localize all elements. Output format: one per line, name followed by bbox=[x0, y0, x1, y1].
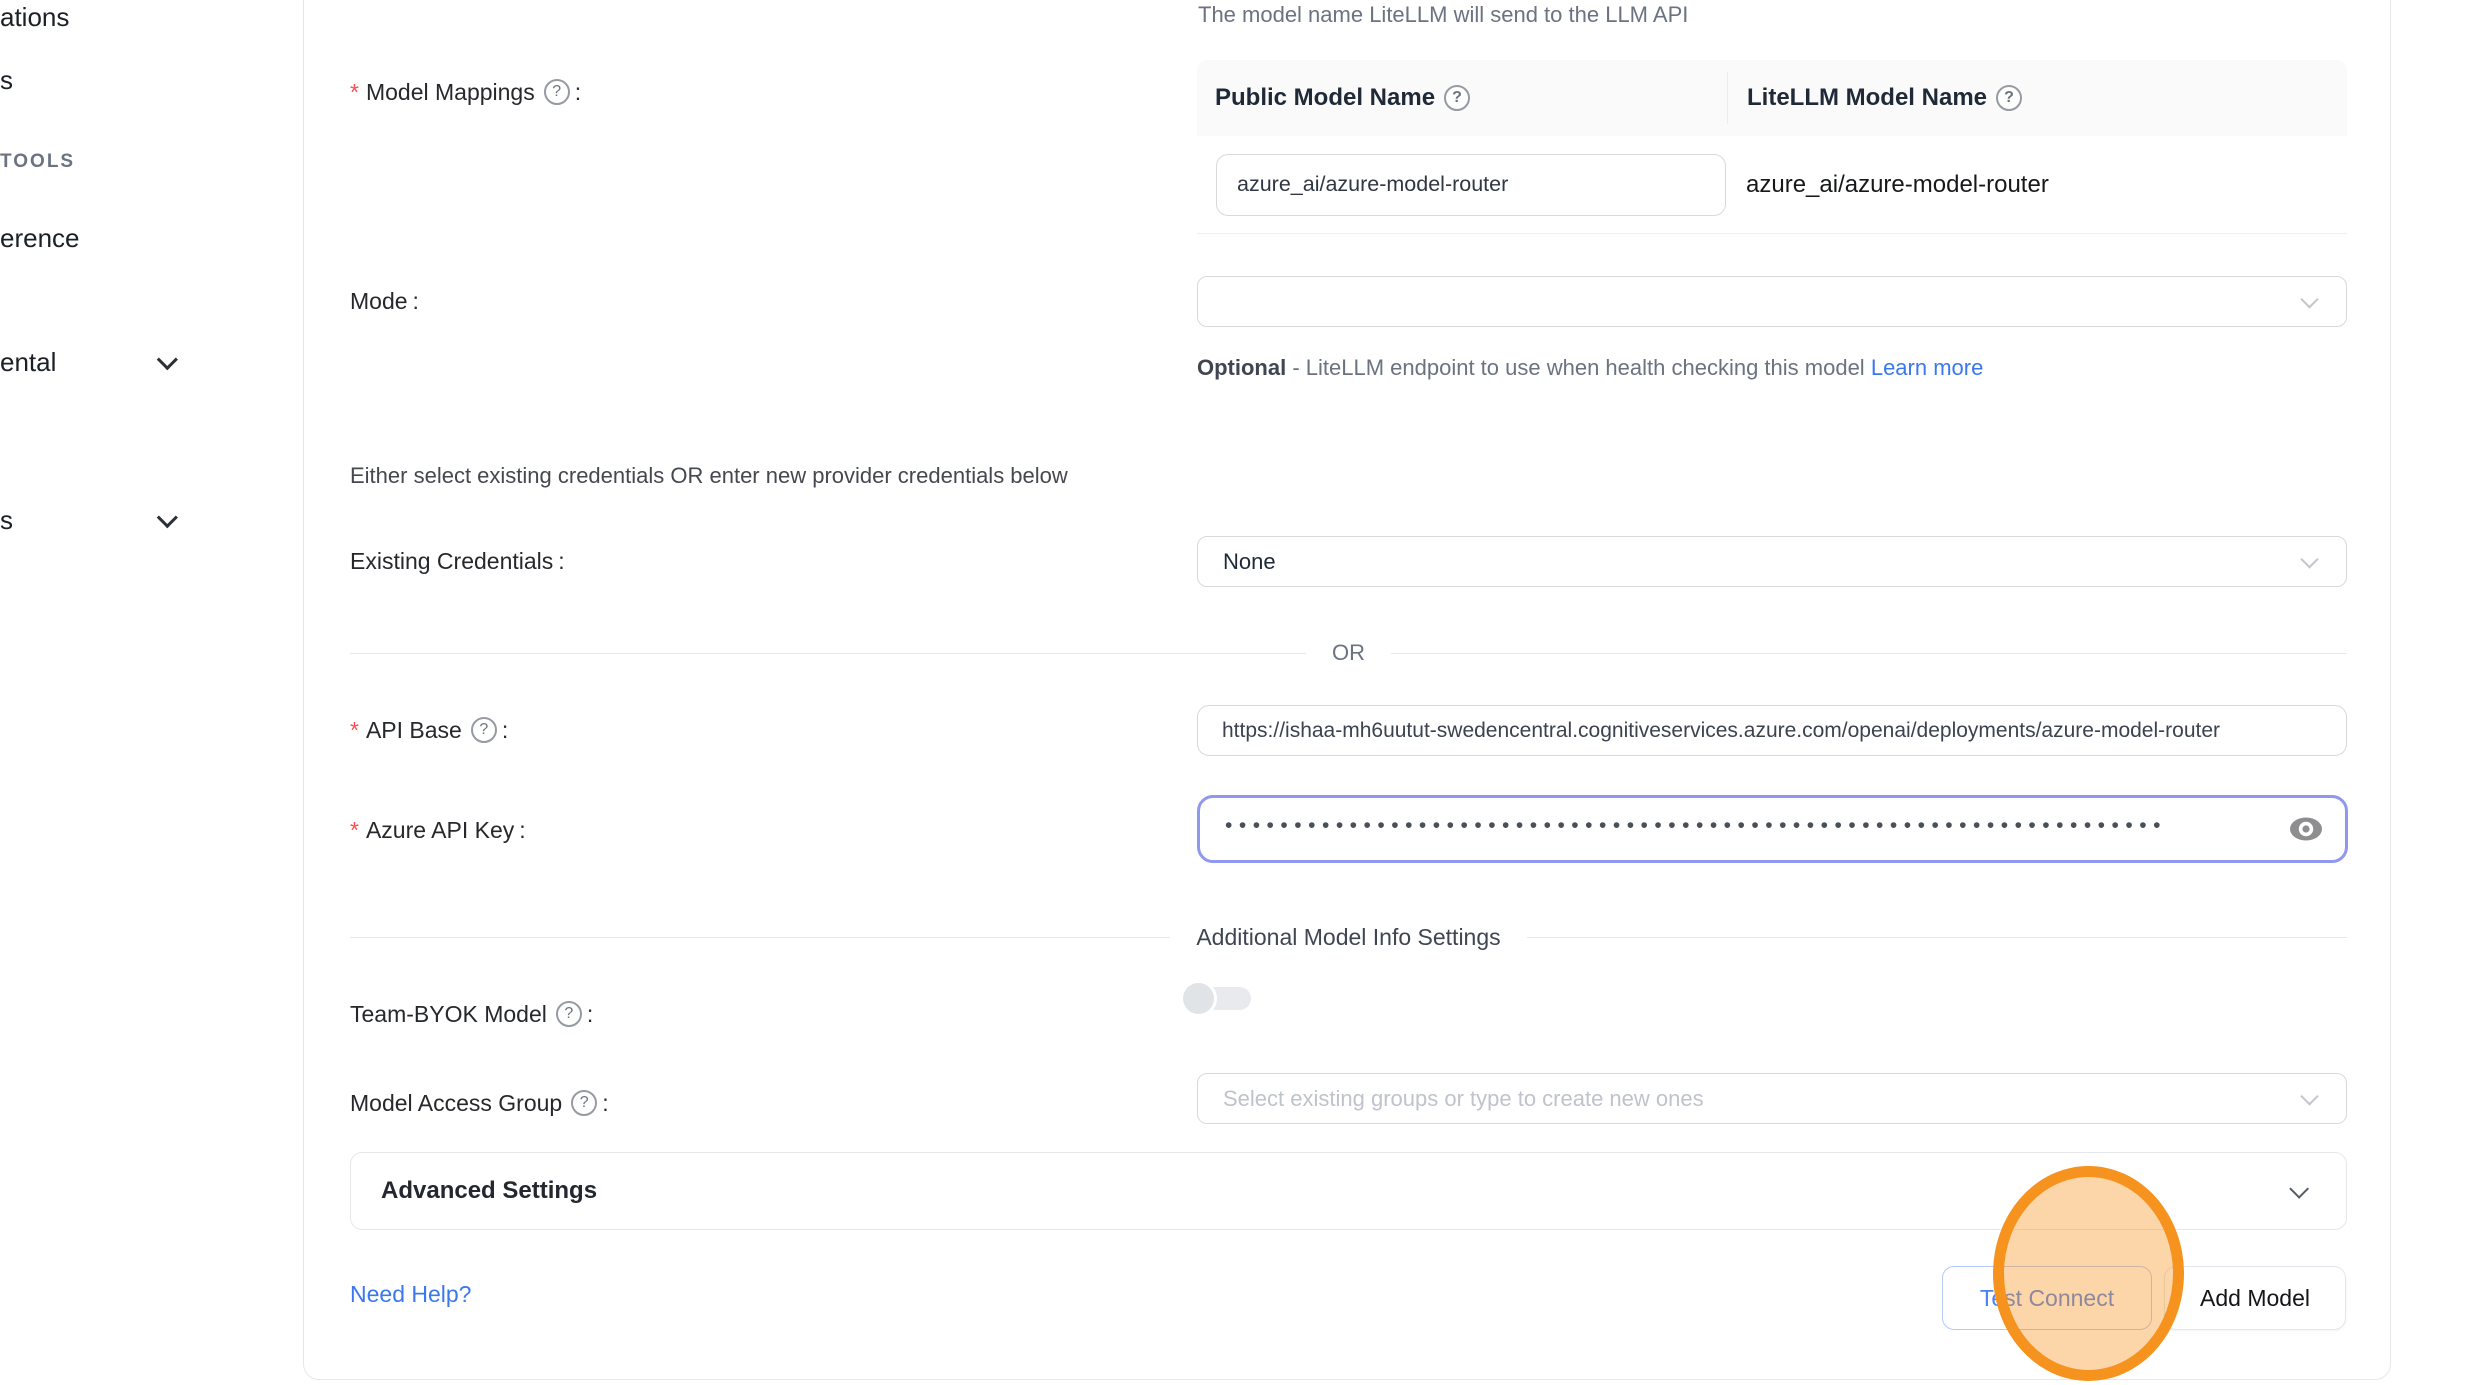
chevron-down-icon bbox=[2300, 290, 2318, 308]
litellm-model-name-value: azure_ai/azure-model-router bbox=[1746, 170, 2049, 198]
required-asterisk: * bbox=[350, 716, 359, 743]
azure-api-key-input[interactable] bbox=[1197, 795, 2348, 863]
table-row bbox=[1197, 136, 2347, 234]
eye-icon[interactable] bbox=[2289, 816, 2323, 843]
sidebar-item-api-reference[interactable]: erence bbox=[0, 222, 80, 253]
mode-help-text: Optional - LiteLLM endpoint to use when health checking this model Learn more bbox=[1197, 355, 1984, 380]
api-base-label: * API Base ? : bbox=[350, 716, 509, 743]
model-access-group-label: Model Access Group ? : bbox=[350, 1089, 609, 1116]
question-circle-icon[interactable]: ? bbox=[471, 717, 497, 743]
model-mappings-label: * Model Mappings ? : bbox=[350, 78, 582, 105]
model-name-helper-text: The model name LiteLLM will send to the LLM API bbox=[1198, 2, 1689, 27]
chevron-down-icon bbox=[2300, 1087, 2318, 1105]
sidebar-item[interactable]: s bbox=[0, 64, 13, 95]
column-header-public-model-name: Public Model Name ? bbox=[1197, 84, 1727, 112]
api-base-input[interactable] bbox=[1197, 705, 2347, 756]
or-divider: OR bbox=[350, 638, 2347, 668]
learn-more-link[interactable]: Learn more bbox=[1870, 355, 1984, 380]
model-access-group-select[interactable] bbox=[1197, 1073, 2347, 1124]
sidebar-section-tools: TOOLS bbox=[0, 151, 76, 172]
column-header-litellm-model-name: LiteLLM Model Name ? bbox=[1727, 72, 2347, 124]
chevron-down-icon bbox=[157, 349, 178, 370]
required-asterisk: * bbox=[350, 816, 359, 843]
question-circle-icon[interactable]: ? bbox=[571, 1090, 597, 1116]
sidebar-item-settings[interactable]: s bbox=[0, 503, 180, 537]
need-help-link[interactable]: Need Help? bbox=[350, 1281, 472, 1307]
mode-select[interactable] bbox=[1197, 276, 2347, 327]
chevron-down-icon bbox=[2289, 1179, 2309, 1199]
question-circle-icon[interactable]: ? bbox=[556, 1001, 582, 1027]
team-byok-label: Team-BYOK Model ? : bbox=[350, 1000, 594, 1027]
masked-password-value: •••••••••••••••••••••••••••••••••••••••••••••••••••••••••••••••••••• bbox=[1225, 814, 2167, 837]
select-placeholder: Select existing groups or type to create new ones bbox=[1223, 1085, 1704, 1111]
sidebar-item-organizations[interactable]: ations bbox=[0, 1, 70, 32]
chevron-down-icon bbox=[2300, 550, 2318, 568]
question-circle-icon[interactable]: ? bbox=[1996, 85, 2022, 111]
model-mappings-table bbox=[1197, 60, 2347, 234]
model-mappings-table-header bbox=[1197, 60, 2347, 136]
advanced-settings-panel[interactable] bbox=[350, 1152, 2347, 1230]
chevron-down-icon bbox=[157, 507, 178, 528]
additional-model-info-divider: Additional Model Info Settings bbox=[350, 922, 2347, 952]
public-model-name-input[interactable] bbox=[1216, 154, 1726, 216]
team-byok-toggle[interactable] bbox=[1183, 983, 1253, 1014]
existing-credentials-label: Existing Credentials : bbox=[350, 547, 565, 574]
credentials-note: Either select existing credentials OR enter new provider credentials below bbox=[350, 463, 1068, 488]
question-circle-icon[interactable]: ? bbox=[1444, 85, 1470, 111]
advanced-settings-title: Advanced Settings bbox=[381, 1177, 598, 1204]
sidebar-item-experimental[interactable]: ental bbox=[0, 345, 180, 379]
mode-label: Mode : bbox=[350, 287, 419, 314]
test-connect-button[interactable]: Test Connect bbox=[1942, 1266, 2152, 1330]
existing-credentials-select[interactable]: None bbox=[1197, 536, 2347, 587]
question-circle-icon[interactable]: ? bbox=[544, 79, 570, 105]
required-asterisk: * bbox=[350, 78, 359, 105]
azure-api-key-label: * Azure API Key : bbox=[350, 816, 526, 843]
add-model-button[interactable]: Add Model bbox=[2164, 1266, 2346, 1330]
